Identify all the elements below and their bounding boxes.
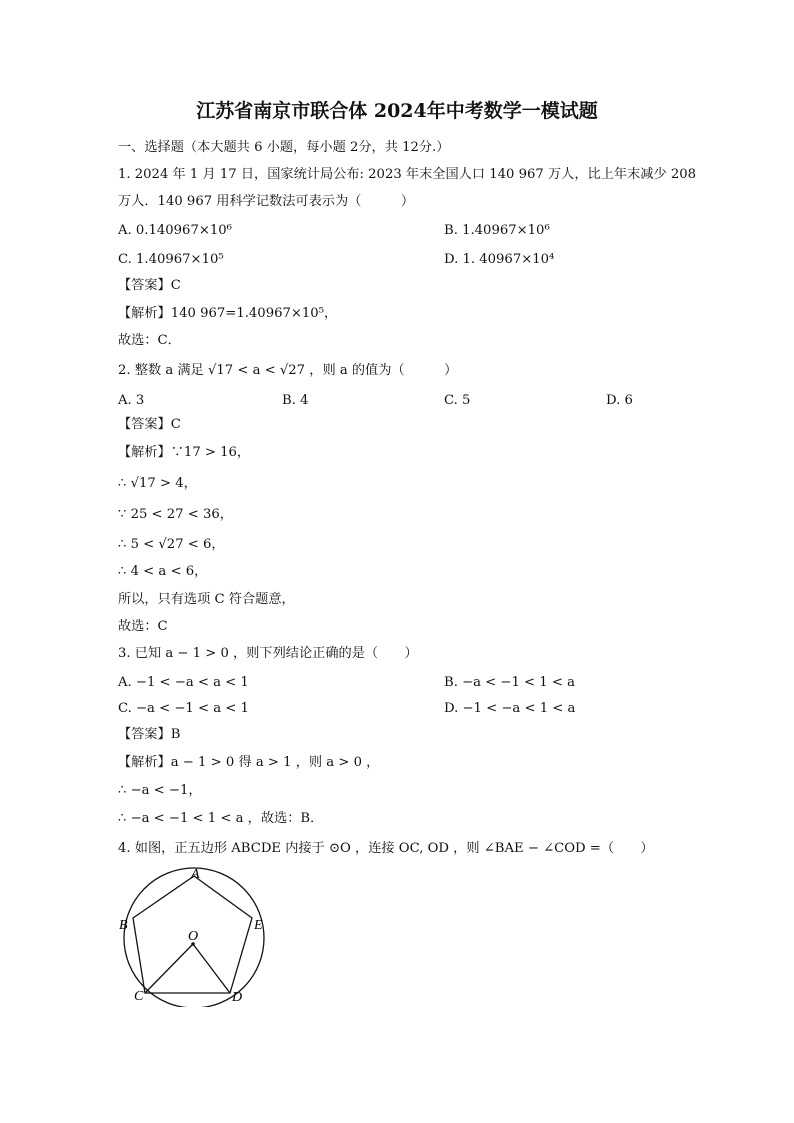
q1-option-c: C. 1.40967×10⁵ [118, 252, 224, 267]
q3-option-c: C. −a < −1 < a < 1 [118, 701, 249, 716]
label-e: E [254, 918, 263, 933]
q1-option-b: B. 1.40967×10⁶ [444, 223, 550, 238]
q2-option-b: B. 4 [282, 393, 309, 408]
q2-option-d: D. 6 [606, 393, 633, 408]
q3-analysis-3: ∴ −a < −1 < 1 < a ，故选：B． [118, 811, 324, 826]
label-o: O [188, 929, 199, 944]
pentagon-circle-figure [115, 862, 275, 1007]
label-d: D [232, 990, 243, 1005]
segment-od [193, 944, 230, 993]
q2-option-a: A. 3 [118, 393, 145, 408]
q3-stem: 3. 已知 a − 1 > 0 ，则下列结论正确的是（ ） [118, 646, 418, 661]
q2-conclusion: 故选：C [118, 619, 168, 634]
q3-option-b: B. −a < −1 < 1 < a [444, 675, 575, 690]
q2-answer: 【答案】C [118, 417, 181, 432]
q2-step-5: ∴ 4 < a < 6， [118, 564, 208, 579]
q3-analysis-2: ∴ −a < −1， [118, 783, 202, 798]
q2-step-3: ∵ 25 < 27 < 36， [118, 507, 233, 522]
q1-stem-line2: 万人．140 967 用科学记数法可表示为（ ） [118, 194, 415, 209]
label-c: C [134, 989, 144, 1004]
q1-option-d: D. 1. 40967×10⁴ [444, 252, 555, 267]
q2-step-6: 所以，只有选项 C 符合题意， [118, 592, 295, 607]
q2-option-c: C. 5 [444, 393, 471, 408]
q4-stem: 4. 如图，正五边形 ABCDE 内接于 ⊙O ，连接 OC, OD ，则 ∠BAE − ∠COD =（ ） [118, 841, 654, 856]
page-title: 江苏省南京市联合体 2024年中考数学一模试题 [196, 100, 598, 122]
q1-option-a: A. 0.140967×10⁶ [118, 223, 232, 238]
q3-option-d: D. −1 < −a < 1 < a [444, 701, 576, 716]
q2-step-1: 【解析】∵17 > 16， [118, 445, 251, 460]
q1-answer: 【答案】C [118, 278, 181, 293]
q3-answer: 【答案】B [118, 727, 181, 742]
q2-step-4: ∴ 5 < √27 < 6， [118, 537, 225, 552]
q2-step-2: ∴ √17 > 4， [118, 476, 197, 491]
q3-option-a: A. −1 < −a < a < 1 [118, 675, 249, 690]
q1-conclusion: 故选：C． [118, 333, 181, 348]
label-a: A [191, 867, 200, 882]
segment-oc [145, 944, 193, 993]
label-b: B [119, 918, 128, 933]
section-heading: 一、选择题（本大题共 6 小题，每小题 2分，共 12分.） [118, 140, 450, 155]
q3-analysis-1: 【解析】a − 1 > 0 得 a > 1 ，则 a > 0 ， [118, 755, 380, 770]
q1-analysis: 【解析】140 967=1.40967×10⁵， [118, 306, 338, 321]
q2-stem: 2. 整数 a 满足 √17 < a < √27 ，则 a 的值为（ ） [118, 363, 458, 378]
q1-stem-line1: 1. 2024 年 1 月 17 日，国家统计局公布: 2023 年末全国人口 140 967 万人，比上年末减少 208 [118, 167, 697, 182]
